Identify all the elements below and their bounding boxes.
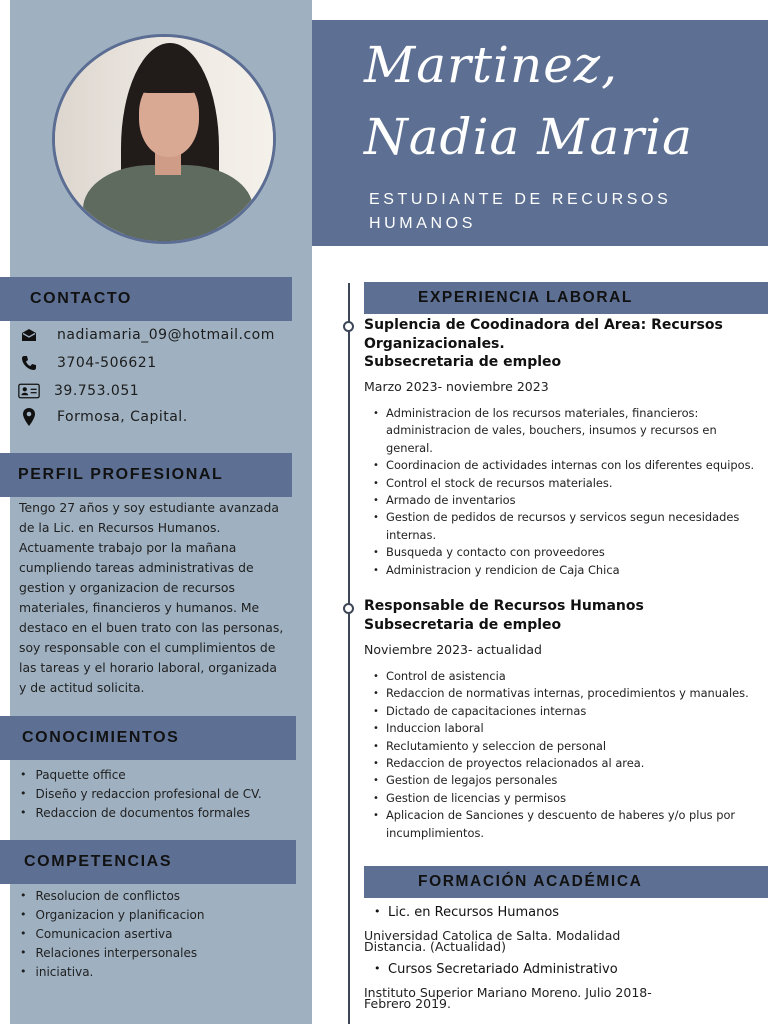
list-item: • Redaccion de documentos formales [20, 803, 262, 822]
list-item: • Relaciones interpersonales [20, 943, 204, 962]
contact-phone [18, 352, 157, 374]
experience-header: EXPERIENCIA LABORAL [364, 282, 768, 314]
job-tasks [372, 668, 756, 842]
list-item: • iniciativa. [20, 962, 204, 981]
list-item: • Busqueda y contacto con proveedores [372, 544, 756, 561]
profile-header: PERFIL PROFESIONAL [0, 453, 292, 497]
job-organization: Subsecretaria de empleo [364, 354, 562, 370]
list-item: • Gestion de pedidos de recursos y servicos segun necesidades internas. [372, 509, 756, 544]
contact-id [18, 380, 139, 402]
list-item: • Aplicacion de Sanciones y descuento de haberes y/o plus por incumplimientos. [372, 807, 756, 842]
education-institution: Universidad Catolica de Salta. Modalidad Distancia. (Actualidad) [364, 928, 621, 954]
job-title [364, 597, 764, 634]
job-date: Marzo 2023- noviembre 2023 [364, 379, 549, 394]
role-title: ESTUDIANTE DE RECURSOS HUMANOS [369, 191, 672, 232]
location-pin-icon [18, 406, 40, 428]
job-organization: Subsecretaria de empleo [364, 616, 562, 633]
phone-icon [18, 352, 40, 374]
list-item: • Resolucion de conflictos [20, 886, 204, 905]
last-name: Martinez, [364, 36, 619, 94]
list-item: • Gestion de licencias y permisos [372, 790, 756, 807]
list-item: • Administracion de los recursos materiales, financieros: administracion de vales, bouchers, insumos y recursos en general. [372, 405, 756, 457]
timeline-dot [343, 321, 354, 332]
list-item: • Paquette office [20, 765, 262, 784]
envelope-icon [18, 324, 40, 346]
list-item: • Redaccion de normativas internas, procedimientos y manuales. [372, 685, 756, 702]
list-item: • Control el stock de recursos materiales. [372, 475, 756, 492]
id-card-icon [18, 380, 40, 402]
name-banner [312, 20, 768, 246]
skills-header: COMPETENCIAS [0, 840, 296, 884]
knowledge-list [20, 765, 262, 822]
list-item: • Administracion y rendicion de Caja Chica [372, 562, 756, 579]
contact-header: CONTACTO [0, 277, 292, 321]
phone-text: 3704-506621 [57, 355, 157, 371]
email-text[interactable]: nadiamaria_09@hotmail.com [57, 327, 275, 343]
job-date: Noviembre 2023- actualidad [364, 642, 542, 657]
list-item: • Coordinacion de actividades internas con los diferentes equipos. [372, 457, 756, 474]
list-item: • Organizacion y planificacion [20, 905, 204, 924]
list-item: • Dictado de capacitaciones internas [372, 703, 756, 720]
education-institution: Instituto Superior Mariano Moreno. Julio 2018- Febrero 2019. [364, 985, 652, 1011]
list-item: • Diseño y redaccion profesional de CV. [20, 784, 262, 803]
contact-location [18, 406, 188, 428]
education-header: FORMACIÓN ACADÉMICA [364, 866, 768, 898]
timeline-line [348, 283, 350, 1024]
id-text: 39.753.051 [54, 383, 140, 399]
job-title [364, 316, 764, 372]
profile-photo [52, 34, 276, 244]
timeline-dot [343, 603, 354, 614]
skills-list [20, 886, 204, 981]
education-degree: • Cursos Secretariado Administrativo [372, 962, 618, 977]
list-item: • Redaccion de proyectos relacionados al area. [372, 755, 756, 772]
profile-text: Tengo 27 años y soy estudiante avanzada de la Lic. en Recursos Humanos. Actuamente trabajo por la mañana cumpliendo tareas administrativas de gestion y organizacion de recursos materiales, financieros y humanos. Me destaco en el buen trato con las personas, soy responsable con el cumplimientos de las tareas y el horario laboral, organizada y de actitud solicita. [19, 500, 284, 695]
job-role: Suplencia de Coodinadora del Area: Recursos Organizacionales. [364, 317, 723, 352]
first-name: Nadia Maria [364, 108, 693, 166]
list-item: • Control de asistencia [372, 668, 756, 685]
list-item: • Gestion de legajos personales [372, 772, 756, 789]
list-item: • Armado de inventarios [372, 492, 756, 509]
knowledge-header: CONOCIMIENTOS [0, 716, 296, 760]
list-item: • Reclutamiento y seleccion de personal [372, 738, 756, 755]
education-degree: • Lic. en Recursos Humanos [372, 905, 559, 920]
job-tasks [372, 405, 756, 579]
location-text: Formosa, Capital. [57, 409, 188, 425]
job-role: Responsable de Recursos Humanos [364, 598, 644, 614]
list-item: • Induccion laboral [372, 720, 756, 737]
contact-email [18, 324, 275, 346]
list-item: • Comunicacion asertiva [20, 924, 204, 943]
